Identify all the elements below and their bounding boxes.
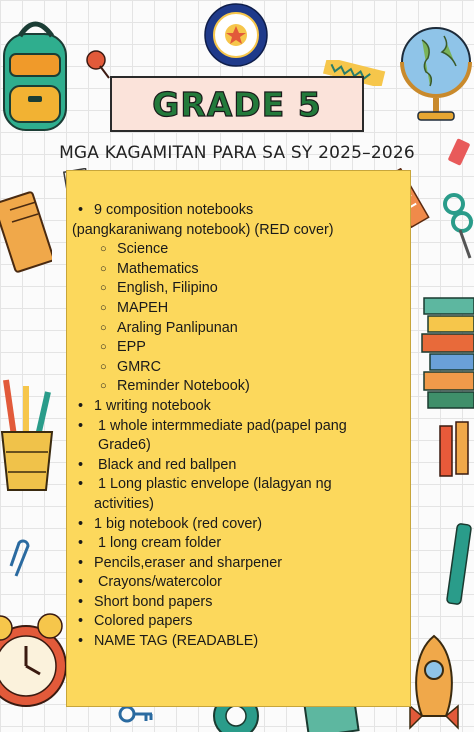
- globe-icon: [392, 18, 474, 128]
- list-item: • 1 writing notebook: [78, 397, 211, 414]
- subject-item: ○ Reminder Notebook): [100, 378, 250, 395]
- supply-list: [72, 201, 417, 652]
- school-seal-icon: [203, 2, 269, 68]
- notebook-icon: [0, 190, 52, 276]
- list-item: • 1 big notebook (red cover): [78, 515, 262, 532]
- list-item: • Colored papers: [78, 613, 193, 630]
- book-stack-icon: [420, 294, 474, 420]
- list-item: • Black and red ballpen: [78, 456, 237, 473]
- page-subtitle: MGA KAGAMITAN PARA SA SY 2025–2026: [59, 143, 415, 163]
- list-item-continued: Grade6): [98, 437, 151, 454]
- list-item: • NAME TAG (READABLE): [78, 633, 259, 650]
- list-item: • 1 whole intermmediate pad(papel pang: [78, 417, 347, 434]
- pushpin-icon: [82, 48, 112, 80]
- list-item: • Short bond papers: [78, 593, 213, 610]
- backpack-icon: [0, 10, 78, 138]
- subject-item: ○ MAPEH: [100, 299, 169, 316]
- scissors-icon: [440, 190, 474, 260]
- subject-item: ○ Mathematics: [100, 260, 199, 277]
- list-item: • Crayons/watercolor: [78, 574, 222, 591]
- crayon-icon: [436, 418, 474, 480]
- list-item: • 1 Long plastic envelope (lalagyan ng: [78, 476, 332, 493]
- subject-item: ○ EPP: [100, 339, 146, 356]
- pencil-cup-icon: [0, 376, 62, 494]
- alarm-clock-icon: [0, 604, 66, 732]
- list-item: • 9 composition notebooks: [78, 202, 254, 218]
- list-item-continued: activities): [94, 495, 154, 512]
- subject-item: ○ Araling Panlipunan: [100, 319, 238, 336]
- subject-item: ○ GMRC: [100, 358, 161, 375]
- paperclip-icon: [8, 536, 36, 582]
- marker-icon: [446, 520, 474, 610]
- list-item: • 1 long cream folder: [78, 535, 222, 552]
- list-item: • Pencils,eraser and sharpener: [78, 554, 282, 571]
- subject-item: ○ Science: [100, 241, 169, 258]
- subject-item: ○ English, Filipino: [100, 280, 218, 297]
- title-box: [110, 76, 364, 132]
- page-title: GRADE 5: [152, 84, 322, 124]
- list-item-continued: (pangkaraniwang notebook) (RED cover): [72, 221, 334, 238]
